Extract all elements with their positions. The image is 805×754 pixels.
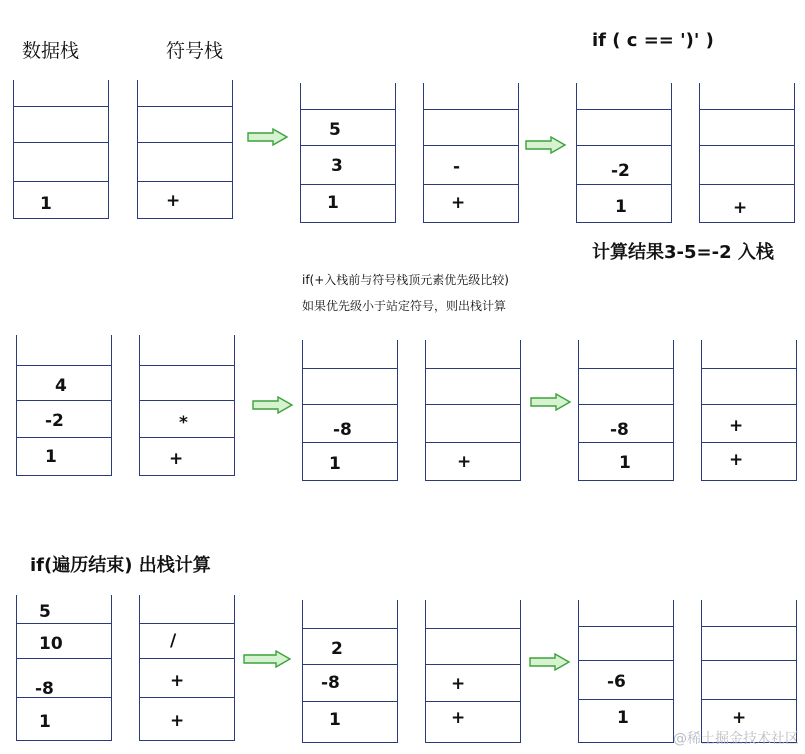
symbol-stack (701, 340, 797, 481)
symbol-stack (139, 335, 235, 476)
stack-divider (140, 365, 234, 366)
data-stack (578, 600, 674, 743)
stack-value: + (733, 198, 748, 218)
stack-value: 1 (615, 197, 627, 217)
stack-value: + (451, 193, 466, 213)
stack-divider (14, 181, 108, 182)
stack-divider (17, 400, 111, 401)
stack-divider (702, 404, 796, 405)
stack-value: 5 (39, 602, 51, 622)
stack-divider (17, 623, 111, 624)
stack-value: -8 (333, 420, 352, 440)
symbol-stack (137, 80, 233, 219)
condition-close-paren: if ( c == ')' ) (592, 30, 714, 51)
stack-divider (426, 664, 520, 665)
stack-divider (17, 697, 111, 698)
stack-value: 1 (327, 193, 339, 213)
data-stack (302, 340, 398, 481)
stack-divider (426, 442, 520, 443)
stack-divider (138, 181, 232, 182)
stack-divider (702, 626, 796, 627)
stack-value: 4 (55, 376, 67, 396)
stack-divider (301, 109, 395, 110)
data-stack-label: 数据栈 (22, 40, 80, 62)
stack-value: -8 (610, 420, 629, 440)
stack-divider (303, 664, 397, 665)
stack-divider (303, 404, 397, 405)
stack-divider (138, 142, 232, 143)
stack-divider (17, 437, 111, 438)
data-stack (16, 595, 112, 741)
watermark: @稀土掘金技术社区 (673, 731, 799, 747)
data-stack (16, 335, 112, 476)
stack-value: + (451, 674, 466, 694)
stack-value: 1 (617, 708, 629, 728)
stack-value: + (170, 671, 185, 691)
stack-value: 3 (331, 156, 343, 176)
stack-divider (702, 442, 796, 443)
symbol-stack (423, 83, 519, 223)
stack-divider (301, 184, 395, 185)
symbol-stack (425, 600, 521, 743)
stack-value: 5 (329, 120, 341, 140)
stack-value: 10 (39, 634, 63, 654)
arrow-right-icon (247, 128, 289, 146)
stack-divider (140, 623, 234, 624)
stack-value: 1 (39, 712, 51, 732)
symbol-stack-label: 符号栈 (166, 40, 224, 62)
stack-divider (303, 442, 397, 443)
symbol-stack (425, 340, 521, 481)
arrow-right-icon (525, 136, 567, 154)
stack-value: / (170, 631, 177, 651)
stack-divider (579, 626, 673, 627)
stack-value: - (453, 157, 461, 177)
arrow-right-icon (243, 650, 293, 668)
stack-divider (138, 106, 232, 107)
stack-divider (702, 699, 796, 700)
stack-divider (579, 368, 673, 369)
arrow-right-icon (252, 396, 294, 414)
stack-divider (301, 145, 395, 146)
symbol-stack (699, 83, 795, 223)
stack-value: 1 (329, 710, 341, 730)
stack-divider (424, 145, 518, 146)
data-stack (578, 340, 674, 481)
stack-divider (702, 660, 796, 661)
data-stack (300, 83, 396, 223)
stack-divider (577, 109, 671, 110)
stack-divider (577, 145, 671, 146)
stack-divider (140, 437, 234, 438)
stack-value: + (729, 450, 744, 470)
stack-value: + (170, 711, 185, 731)
stack-divider (426, 701, 520, 702)
stack-value: + (457, 452, 472, 472)
stack-divider (579, 699, 673, 700)
symbol-stack (701, 600, 797, 743)
stack-divider (140, 400, 234, 401)
note-line-2: 如果优先级小于站定符号，则出栈计算 (302, 299, 507, 313)
stack-divider (303, 701, 397, 702)
calc-result-label: 计算结果3-5=-2 入栈 (592, 242, 774, 263)
stack-value: + (729, 416, 744, 436)
arrow-right-icon (530, 393, 572, 411)
stack-divider (579, 660, 673, 661)
stack-divider (140, 658, 234, 659)
stack-divider (426, 628, 520, 629)
stack-value: + (169, 449, 184, 469)
stack-value: 1 (45, 447, 57, 467)
stack-divider (700, 109, 794, 110)
data-stack (576, 83, 672, 223)
note-line-1: if(+入栈前与符号栈顶元素优先级比较) (302, 273, 509, 287)
stack-divider (426, 404, 520, 405)
stack-divider (14, 142, 108, 143)
data-stack (302, 600, 398, 743)
stack-divider (700, 184, 794, 185)
stack-divider (140, 697, 234, 698)
stack-divider (577, 184, 671, 185)
stack-value: -8 (35, 679, 54, 699)
stack-value: + (451, 708, 466, 728)
stack-value: -6 (607, 672, 626, 692)
stack-divider (17, 365, 111, 366)
stack-value: + (732, 708, 747, 728)
stack-value: -2 (611, 161, 630, 181)
stack-value: + (166, 191, 181, 211)
stack-divider (303, 368, 397, 369)
stack-divider (303, 628, 397, 629)
stack-divider (700, 145, 794, 146)
stack-value: * (179, 413, 188, 433)
stack-divider (579, 442, 673, 443)
arrow-right-icon (529, 653, 571, 671)
stack-divider (424, 109, 518, 110)
stack-value: 1 (329, 454, 341, 474)
stack-divider (579, 404, 673, 405)
stack-divider (702, 368, 796, 369)
stack-divider (426, 368, 520, 369)
data-stack (13, 80, 109, 219)
stack-value: -2 (45, 411, 64, 431)
condition-traversal-end: if(遍历结束) 出栈计算 (30, 555, 211, 576)
stack-value: -8 (321, 673, 340, 693)
symbol-stack (139, 595, 235, 741)
stack-divider (424, 184, 518, 185)
stack-value: 2 (331, 639, 343, 659)
stack-value: 1 (619, 453, 631, 473)
stack-divider (17, 658, 111, 659)
stack-divider (14, 106, 108, 107)
stack-value: 1 (40, 194, 52, 214)
